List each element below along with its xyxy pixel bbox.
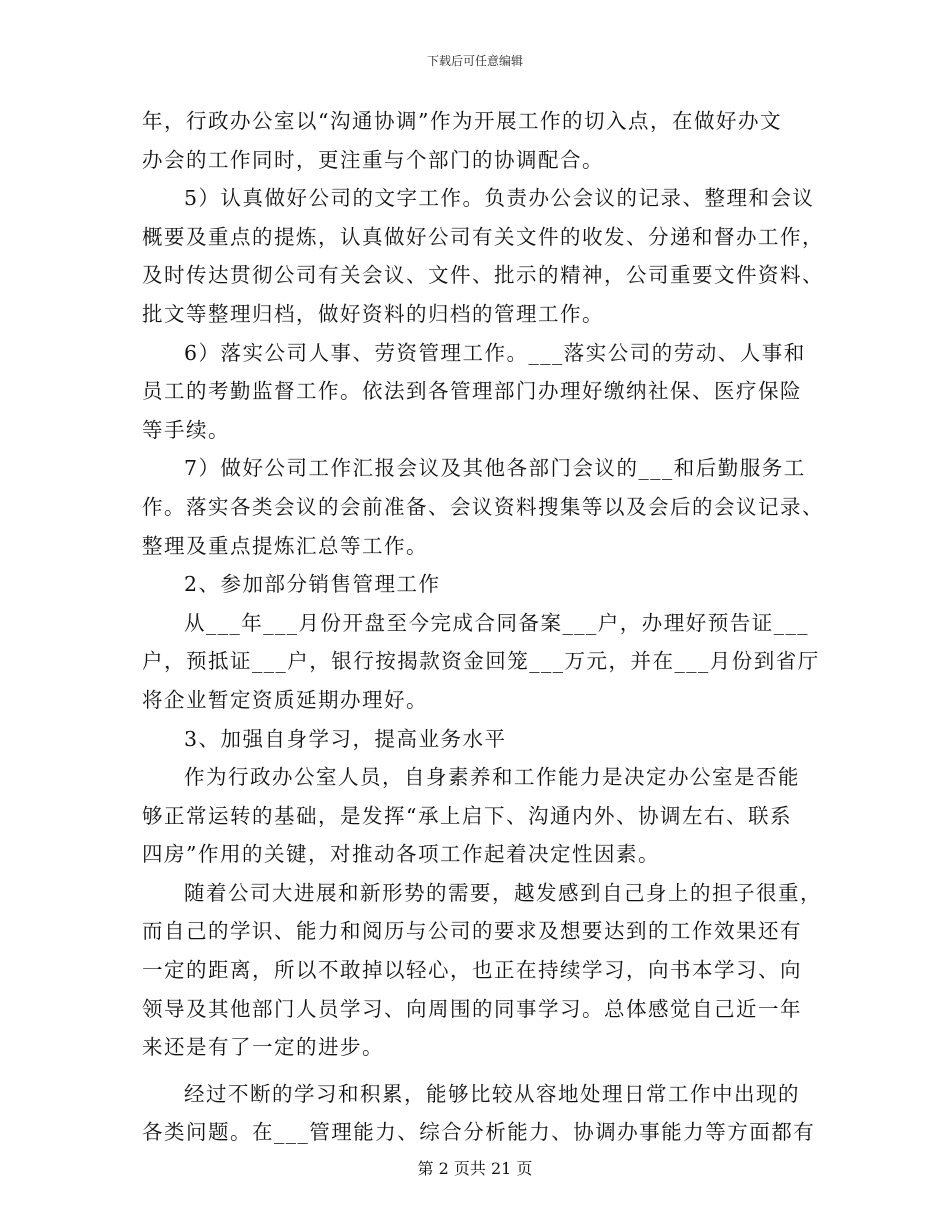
text-line: 7）做好公司工作汇报会议及其他各部门会议的___和后勤服务工 — [184, 456, 806, 481]
text-line: 6）落实公司人事、劳资管理工作。___落实公司的劳动、人事和 — [184, 340, 806, 365]
text-line: 将企业暂定资质延期办理好。 — [142, 687, 428, 712]
text-line: 各类问题。在___管理能力、综合分析能力、协调办事能力等方面都有 — [142, 1120, 816, 1145]
text-line: 领导及其他部门人员学习、向周围的同事学习。总体感觉自己近一年 — [142, 996, 802, 1021]
text-line: 整理及重点提炼汇总等工作。 — [142, 533, 428, 558]
text-line: 经过不断的学习和积累，能够比较从容地处理日常工作中出现的 — [184, 1081, 800, 1106]
text-line: 及时传达贯彻公司有关会议、文件、批示的精神，公司重要文件资料、 — [142, 263, 824, 288]
text-line: 而自己的学识、能力和阅历与公司的要求及想要达到的工作效果还有 — [142, 919, 802, 944]
text-line: 够正常运转的基础，是发挥“承上启下、沟通内外、协调左右、联系 — [142, 803, 792, 828]
text-line: 员工的考勤监督工作。依法到各管理部门办理好缴纳社保、医疗保险 — [142, 379, 802, 404]
section-heading: 3、加强自身学习，提高业务水平 — [184, 726, 507, 751]
page-header: 下载后可任意编辑 — [426, 54, 523, 68]
text-line: 作为行政办公室人员，自身素养和工作能力是决定办公室是否能 — [184, 765, 800, 790]
text-line: 作。落实各类会议的会前准备、会议资料搜集等以及会后的会议记录、 — [142, 494, 824, 519]
text-line: 来还是有了一定的进步。 — [142, 1035, 384, 1060]
text-line: 等手续。 — [142, 417, 230, 442]
text-line: 四房”作用的关键，对推动各项工作起着决定性因素。 — [142, 842, 660, 867]
text-line: 5）认真做好公司的文字工作。负责办公会议的记录、整理和会议 — [184, 186, 815, 211]
section-heading: 2、参加部分销售管理工作 — [184, 572, 441, 597]
text-line: 从___年___月份开盘至今完成合同备案___户，办理好预告证___ — [184, 610, 809, 635]
document-body — [142, 102, 824, 1152]
page-number: 第 2 页共 21 页 — [417, 1159, 533, 1178]
text-line: 随着公司大进展和新形势的需要，越发感到自己身上的担子很重， — [184, 880, 822, 905]
text-line: 办会的工作同时，更注重与个部门的协调配合。 — [142, 147, 604, 172]
text-line: 户，预抵证___户，银行按揭款资金回笼___万元，并在___月份到省厅 — [142, 649, 820, 674]
text-line: 批文等整理归档，做好资料的归档的管理工作。 — [142, 301, 604, 326]
text-line: 年，行政办公室以“沟通协调”作为开展工作的切入点，在做好办文 — [142, 109, 782, 133]
text-line: 概要及重点的提炼，认真做好公司有关文件的收发、分递和督办工作， — [142, 224, 824, 249]
text-line: 一定的距离，所以不敢掉以轻心，也正在持续学习，向书本学习、向 — [142, 958, 802, 983]
